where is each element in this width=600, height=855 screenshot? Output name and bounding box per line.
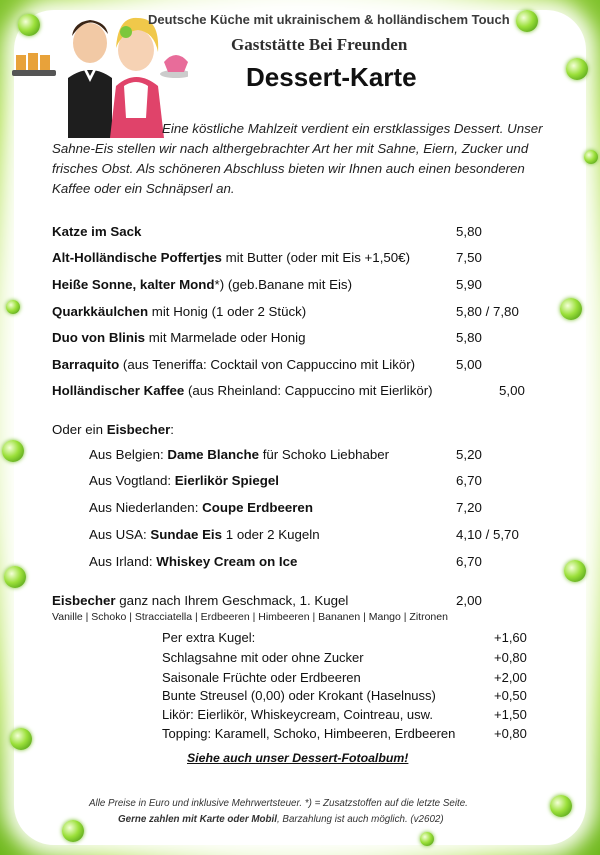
dessert-name: Heiße Sonne, kalter Mond [52, 277, 215, 292]
eisbecher-item [89, 554, 297, 569]
custom-desc: ganz nach Ihrem Geschmack, 1. Kugel [115, 593, 349, 608]
dessert-price: 5,00 [499, 383, 525, 398]
eisbecher-origin: Aus Niederlanden: [89, 500, 203, 515]
eisbecher-item [89, 473, 279, 488]
eisbecher-item [89, 447, 389, 462]
eisbecher-suffix: : [170, 422, 174, 437]
gem-ornament [566, 58, 588, 80]
extra-price: +1,60 [494, 630, 527, 645]
gem-ornament [560, 298, 582, 320]
dessert-name: Holländischer Kaffee [52, 383, 185, 398]
extra-label: Bunte Streusel (0,00) oder Krokant (Haselnuss) [162, 688, 436, 703]
eisbecher-item [89, 500, 313, 515]
dessert-name: Duo von Blinis [52, 330, 146, 345]
eisbecher-heading [52, 422, 174, 437]
dessert-price: 5,00 [456, 357, 482, 372]
gem-ornament [6, 300, 20, 314]
gem-ornament [550, 795, 572, 817]
eisbecher-name: Sundae Eis [150, 527, 223, 542]
extra-price: +0,50 [494, 688, 527, 703]
dessert-name: Alt-Holländische Poffertjes [52, 250, 222, 265]
dessert-desc: mit Butter (oder mit Eis +1,50€) [221, 250, 411, 265]
extra-label: Per extra Kugel: [162, 630, 256, 645]
dessert-item [52, 277, 352, 292]
eisbecher-bold: Eisbecher [106, 422, 171, 437]
gem-ornament [4, 566, 26, 588]
eisbecher-price: 5,20 [456, 447, 482, 462]
payment-rest: , Barzahlung ist auch möglich. (v2602) [276, 814, 444, 825]
eisbecher-origin: Aus Vogtland: [89, 473, 175, 488]
extra-label: Topping: Karamell, Schoko, Himbeeren, Erdbeeren [162, 726, 456, 741]
eisbecher-name: Coupe Erdbeeren [202, 500, 313, 515]
intro-first-line: Eine köstliche Mahlzeit verdient ein erstklassiges Dessert. [162, 121, 504, 136]
eisbecher-origin: Aus Belgien: [89, 447, 168, 462]
eisbecher-prefix: Oder ein [52, 422, 107, 437]
gem-ornament [62, 820, 84, 842]
venue-name: Gaststätte Bei Freunden [231, 35, 408, 54]
eisbecher-desc: für Schoko Liebhaber [259, 447, 390, 462]
dessert-desc: *) (geb.Banane mit Eis) [214, 277, 353, 292]
album-link[interactable]: Siehe auch unser Dessert-Fotoalbum! [187, 751, 409, 765]
custom-name: Eisbecher [52, 593, 116, 608]
extra-label: Saisonale Früchte oder Erdbeeren [162, 670, 361, 685]
gem-ornament [420, 832, 434, 846]
extra-label: Schlagsahne mit oder ohne Zucker [162, 650, 364, 665]
gem-ornament [564, 560, 586, 582]
dessert-name: Barraquito [52, 357, 120, 372]
dessert-desc: (aus Teneriffa: Cocktail von Cappuccino mit Likör) [119, 357, 416, 372]
extra-label: Likör: Eierlikör, Whiskeycream, Cointreau, usw. [162, 707, 433, 722]
eisbecher-name: Whiskey Cream on Ice [156, 554, 298, 569]
dessert-item [52, 250, 410, 265]
flavor-list: Vanille | Schoko | Stracciatella | Erdbeeren | Himbeeren | Bananen | Mango | Zitronen [52, 611, 448, 623]
eisbecher-origin: Aus Irland: [89, 554, 157, 569]
dessert-item [52, 304, 306, 319]
dessert-price: 5,80 [456, 224, 482, 239]
eisbecher-price: 6,70 [456, 473, 482, 488]
eisbecher-item [89, 527, 320, 542]
custom-price: 2,00 [456, 593, 482, 608]
dessert-desc: (aus Rheinland: Cappuccino mit Eierlikör) [184, 383, 433, 398]
extra-price: +2,00 [494, 670, 527, 685]
gem-ornament [10, 728, 32, 750]
dessert-item [52, 357, 415, 372]
dessert-item [52, 224, 141, 239]
intro-text [52, 119, 562, 199]
dessert-name: Quarkkäulchen [52, 304, 149, 319]
eisbecher-price: 6,70 [456, 554, 482, 569]
payment-note [118, 814, 444, 825]
gem-ornament [2, 440, 24, 462]
dessert-item [52, 330, 305, 345]
dessert-desc: mit Honig (1 oder 2 Stück) [148, 304, 307, 319]
dessert-item [52, 383, 433, 398]
dessert-price: 5,80 [456, 330, 482, 345]
eisbecher-origin: Aus USA: [89, 527, 151, 542]
eisbecher-price: 7,20 [456, 500, 482, 515]
eisbecher-name: Dame Blanche [167, 447, 259, 462]
tagline: Deutsche Küche mit ukrainischem & holländischem Touch [148, 12, 510, 27]
dessert-name: Katze im Sack [52, 224, 142, 239]
dessert-price: 5,90 [456, 277, 482, 292]
extra-price: +0,80 [494, 650, 527, 665]
eisbecher-desc: 1 oder 2 Kugeln [222, 527, 320, 542]
gem-ornament [584, 150, 598, 164]
dessert-price: 5,80 / 7,80 [456, 304, 519, 319]
intro-rest: Unser Sahne-Eis stellen wir nach althergebrachter Art her mit Sahne, Eiern, Zucker und frisches Obst. Als schöneren Abschluss bieten wir Ihnen auch einen besonderen Kaffee oder ein Schnäpserl an. [52, 121, 543, 196]
dessert-desc: mit Marmelade oder Honig [145, 330, 306, 345]
payment-bold: Gerne zahlen mit Karte oder Mobil [118, 814, 277, 825]
page-title: Dessert-Karte [246, 62, 417, 92]
gem-ornament [516, 10, 538, 32]
extra-price: +0,80 [494, 726, 527, 741]
extra-price: +1,50 [494, 707, 527, 722]
custom-eisbecher [52, 593, 348, 608]
eisbecher-name: Eierlikör Spiegel [174, 473, 279, 488]
eisbecher-price: 4,10 / 5,70 [456, 527, 519, 542]
dessert-price: 7,50 [456, 250, 482, 265]
footer-note: Alle Preise in Euro und inklusive Mehrwertsteuer. *) = Zusatzstoffen auf die letzte Seite. [89, 798, 468, 809]
